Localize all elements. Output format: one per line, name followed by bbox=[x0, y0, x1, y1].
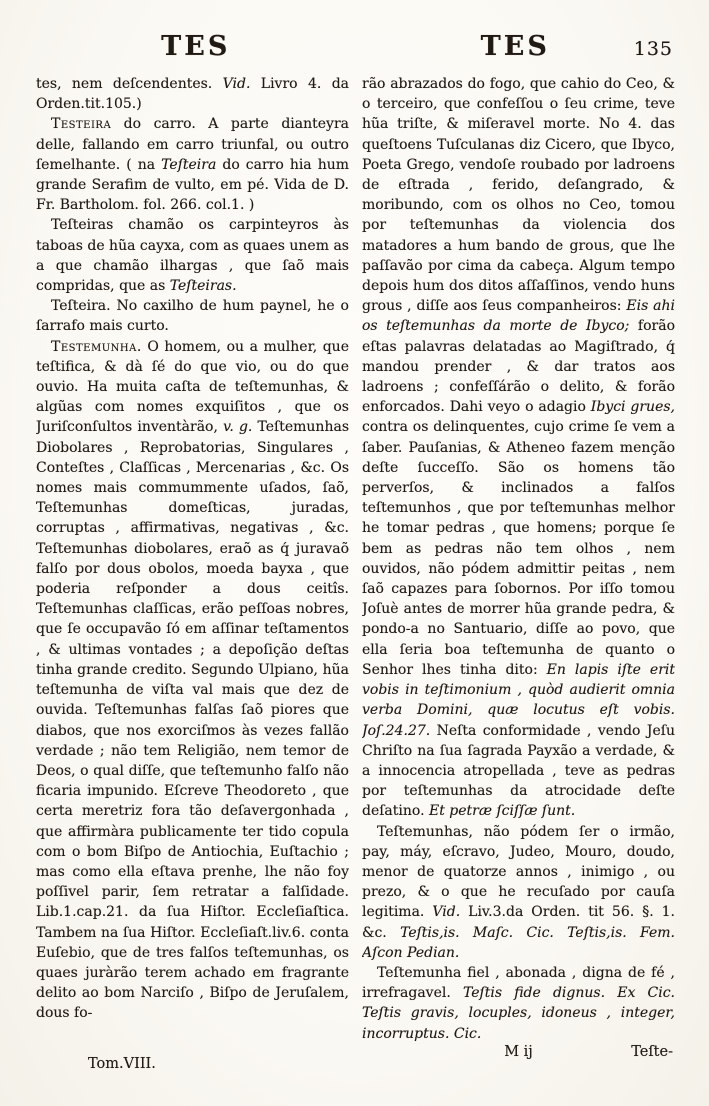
running-title-left bbox=[36, 32, 356, 66]
left-column bbox=[36, 74, 349, 1076]
paragraph-entry-testemunha-continued: rão abrazados do fogo, que cahio do Ceo, & o terceiro, que confeſſou o ſeu crime, teve hũa triſte, & miſeravel morte. No 4. das queſtoens Tuſculanas diz Cicero, que Ibyco, Poeta Grego, vendoſe roubado por ladroens de eſtrada , ferido, deſangrado, & moribundo, com os olhos no Ceo, tomou por teſtemunhas da violencia dos matadores a hum bando de grous, que lhe paſſavão por cima da cabeça. Algum tempo depois hum dos ditos aſſaſſinos, vendo huns grous , diſſe aos ſeus companheiros: Eis ahi os teſtemunhas da morte de Ibyco; forão eſtas palavras delatadas ao Magiſtrado, q́ mandou prender , & dar tratos aos ladroens ; confeſſárão o delito, & forão enforcados. Dahi veyo o adagio Ibyci grues, contra os delinquentes, cujo crime ſe vem a ſaber. Pauſanias, & Atheneo fazem menção deſte ſucceſſo. São os homens tão perverſos, & inclinados a falſos teſtemunhos , que por teſtemunhas melhor he tomar pedras , que homens; porque ſe bem as pedras não tem olhos , nem ouvidos, não pódem admittir peitas , nem ſaõ capazes para ſobornos. Por iſſo tomou Joſuè antes de morrer hũa grande pedra, & pondo-a no Santuario, diſſe ao povo, que ella ſeria boa teſtemunha de quanto o Senhor lhes tinha dito: En lapis iſte erit vobis in teſtimonium , quòd audierit omnia verba Domini, quæ locutus eſt vobis. Joſ.24.27. Neſta conformidade , vendo Jeſu Chriſto na ſua ſagrada Payxão a verdade, & a innocencia atropellada , teve as pedras por teſtemunhas da atrocidade deſte deſatino. Et petræ ſciſſæ ſunt. bbox=[362, 76, 675, 820]
running-head bbox=[36, 32, 675, 66]
paragraph-entry-testeira-carro: Testeira do carro. A parte dianteyra delle, fallando em carro triunfal, ou outro ſemelhante. ( na Teſteira do carro hia hum grande Serafim de vulto, em pé. Vida de D. Fr. Bartholom. fol. 266. col.1. ) bbox=[36, 116, 349, 214]
running-title-right bbox=[356, 32, 676, 66]
running-title-right-text: TES bbox=[480, 31, 550, 62]
paragraph-entry-testemunha-fiel: Teſtemunha fiel , abonada , digna de fé , irrefragavel. Teſtis fide dignus. Ex Cic. Teſtis gravis, locuples, idoneus , integer, incorruptus. Cic. bbox=[362, 964, 675, 1042]
volume-signature-text: Tom.VIII. bbox=[88, 1056, 156, 1072]
paragraph-entry-testeira-caxilho: Teſteira. No caxilho de hum paynel, he o ſarrafo mais curto. bbox=[36, 298, 349, 335]
page-number: 135 bbox=[633, 38, 673, 60]
catchword: Teſte- bbox=[631, 1043, 673, 1060]
signature-mark: M ij bbox=[504, 1043, 533, 1060]
running-title-left-text: TES bbox=[161, 31, 231, 62]
paragraph-entry-testeiras-carpinteyros: Teſteiras chamão os carpinteyros às taboas de hũa cayxa, com as quaes unem as a que chamão ilhargas , que ſaõ mais compridas, que as Teſteiras. bbox=[36, 217, 349, 295]
paragraph-entry-testemunhas-impedimentos: Teſtemunhas, não pódem ſer o irmão, pay, máy, eſcravo, Judeo, Mouro, doudo, menor de quatorze annos , inimigo , ou prezo, & o que he recuſado por cauſa legitima. Vid. Liv.3.da Orden. tit 56. §. 1. &c. Teſtis,is. Maſc. Cic. Teſtis,is. Fem. Aſcon Pedian. bbox=[362, 823, 675, 961]
paragraph-entry-testemunha: Testemunha. O homem, ou a mulher, que teſtifica, & dà ſé do que vio, ou do que ouvio. Ha muita caſta de teſtemunhas, & algũas com nomes exquiſitos , que os Juriſconſultos inventàrão, v. g. Teſtemunhas Diobolares , Reprobatorias, Singulares , Conteſtes , Claſſicas , Mercenarias , &c. Os nomes mais commummente uſados, ſaõ, Teſtemunhas domeſticas, juradas, corruptas , affirmativas, negativas , &c. Teſtemunhas diobolares, eraõ as q́ juravaõ falſo por dous obolos, moeda bayxa , que poderia reſponder a dous ceitîs. Teſtemunhas claſſicas, erão peſſoas nobres, que ſe occupavão ſó em aſſinar teſtamentos , & ultimas vontades ; a depoſição deſtas tinha grande credito. Segundo Ulpiano, hũa teſtemunha de viſta val mais que dez de ouvida. Teſtemunhas falſas ſaõ piores que diabos, que nos exorciſmos às vezes fallão verdade ; não tem Religião, nem temor de Deos, o qual diſſe, que teſtemunho falſo não ficaria impunido. Eſcreve Theodoreto , que certa meretriz fora tão deſavergonhada , que affirmàra publicamente ter tido copula com o bom Biſpo de Antiochia, Euſtachio ; mas como ella eſtava prenhe, lhe não foy poſſivel parir, ſem retratar a falſidade. Lib.1.cap.21. da ſua Hiſtor. Eccleſiaſtica. Tambem na ſua Hiſtor. Eccleſiaſt.liv.6. conta Euſebio, que de tres falſos teſtemunhas, os quaes juràrão terem achado em fragrante delito ao bom Narciſo , Biſpo de Jeruſalem, dous fo- bbox=[36, 338, 349, 1022]
paragraph-continuation: tes, nem deſcendentes. Vid. Livro 4. da Orden.tit.105.) bbox=[36, 76, 349, 113]
text-columns bbox=[36, 74, 675, 1076]
right-column bbox=[362, 74, 675, 1076]
volume-signature bbox=[36, 1054, 349, 1074]
signature-catchword-line bbox=[362, 1042, 675, 1062]
